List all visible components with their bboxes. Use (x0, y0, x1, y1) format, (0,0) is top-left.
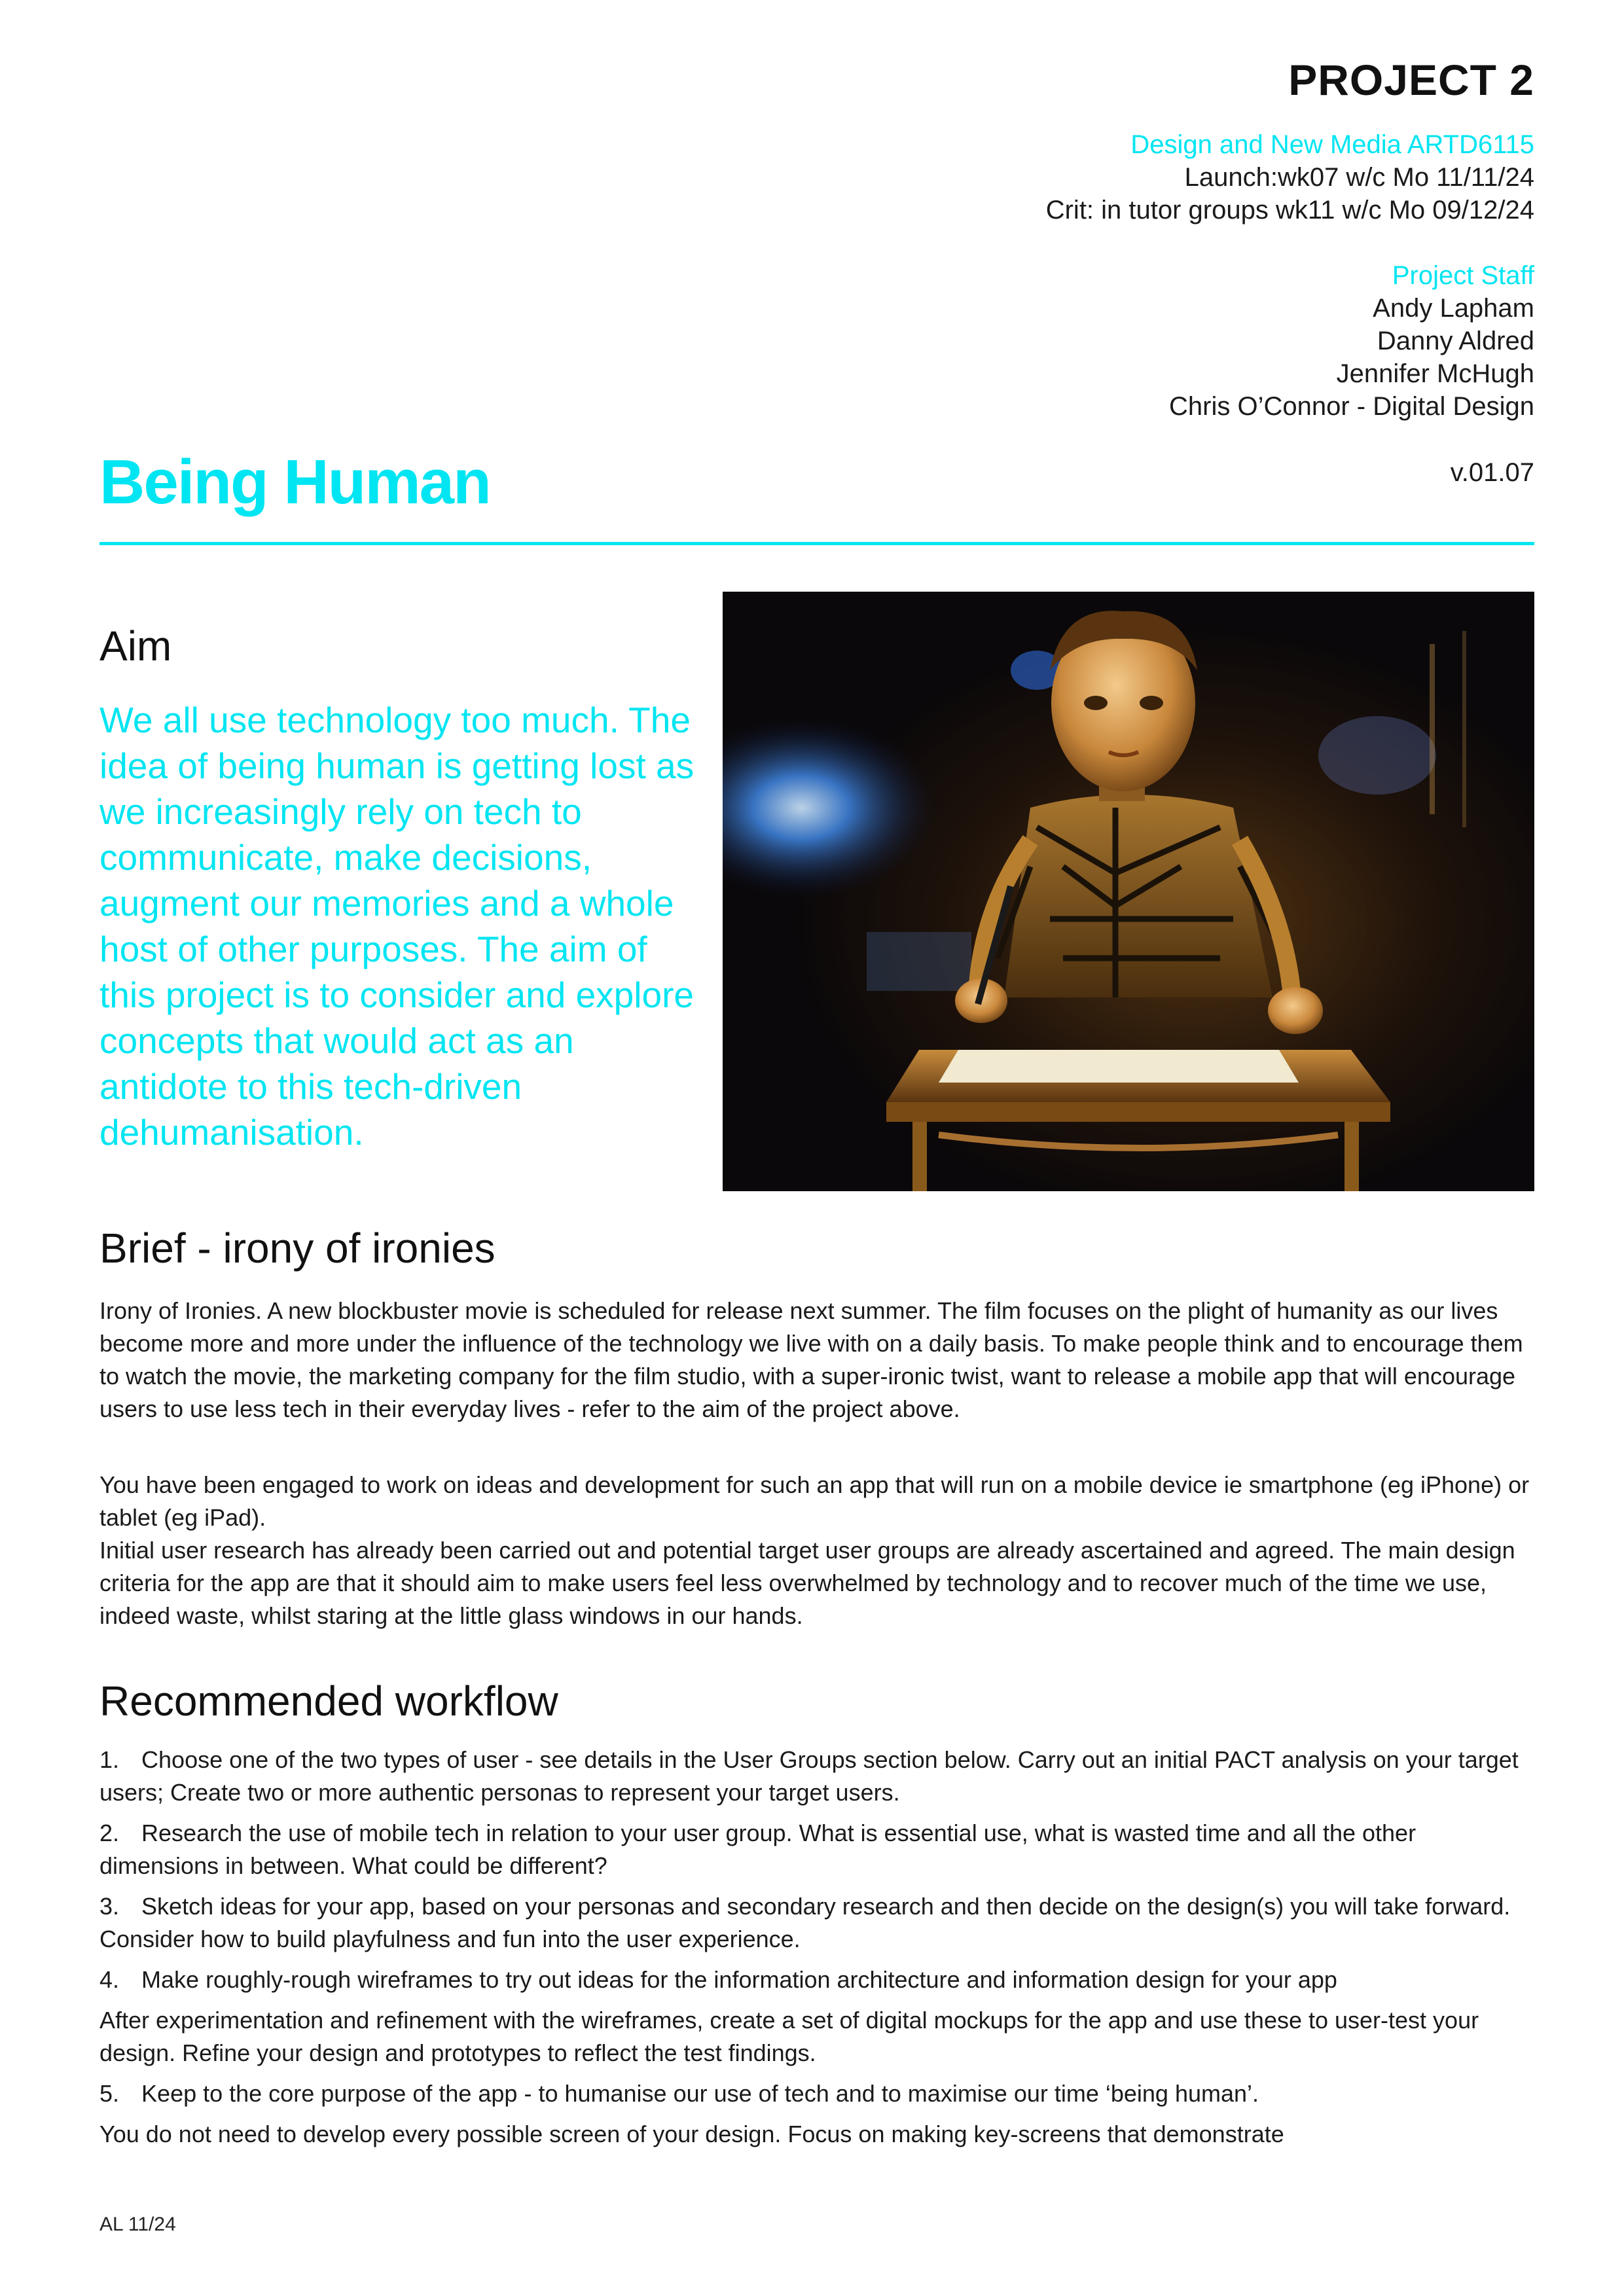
footer-code: AL 11/24 (99, 2214, 176, 2235)
workflow-step (99, 1890, 1534, 1956)
title-divider (99, 542, 1534, 545)
staff-member: Jennifer McHugh (1336, 359, 1534, 388)
step-number: 4. (99, 1966, 120, 1993)
workflow-note: After experimentation and refinement with the wireframes, create a set of digital mockups for the app and use these to user-test your design. Refine your design and prototypes to reflect the test findings. (99, 2007, 1479, 2066)
launch-date: Launch:wk07 w/c Mo 11/11/24 (1184, 163, 1534, 192)
step-number: 2. (99, 1820, 120, 1846)
brief-paragraph: Irony of Ironies. A new blockbuster movie is scheduled for release next summer. The film focuses on the plight of humanity as our lives become more and more under the influence of the technology we live with on a daily basis. To make people think and to encourage them to watch the movie, the marketing company for the film studio, with a super-ironic twist, want to release a mobile app that will encourage users to use less tech in their everyday lives - refer to the aim of the project above. (99, 1297, 1523, 1422)
brief-paragraph: Initial user research has already been carried out and potential target user groups are already ascertained and agreed. The main design criteria for the app are that it should aim to make users feel less overwhelmed by technology and to recover much of the time we use, indeed waste, whilst staring at the little glass windows in our hands. (99, 1537, 1515, 1629)
step-text: Choose one of the two types of user - see details in the User Groups section below. Carry out an initial PACT analysis on your target users; Create two or more authentic personas to represent your target users. (99, 1746, 1519, 1806)
workflow-heading: Recommended workflow (99, 1677, 558, 1725)
step-text: Sketch ideas for your app, based on your personas and secondary research and then decide on the design(s) you will take forward. Consider how to build playfulness and fun into the user experience. (99, 1893, 1511, 1952)
aim-body: We all use technology too much. The idea of being human is getting lost as we increasingly rely on tech to communicate, make decisions, augment our memories and a whole host of other purposes. The aim of this project is to consider and explore concepts that would act as an antidote to this tech-driven dehumanisation. (99, 700, 695, 1153)
workflow-closing: You do not need to develop every possible screen of your design. Focus on making key-screens that demonstrate (99, 2121, 1284, 2147)
automaton-photo (723, 592, 1534, 1191)
version-label: v.01.07 (1450, 458, 1534, 487)
brief-heading: Brief - irony of ironies (99, 1225, 496, 1272)
staff-member: Danny Aldred (1377, 327, 1534, 355)
crit-date: Crit: in tutor groups wk11 w/c Mo 09/12/24 (1045, 196, 1534, 224)
step-number: 5. (99, 2080, 120, 2107)
workflow-step (99, 1744, 1534, 1809)
workflow-step (99, 1817, 1534, 1882)
step-number: 1. (99, 1746, 120, 1773)
staff-member: Andy Lapham (1373, 294, 1534, 323)
step-text: Make roughly-rough wireframes to try out ideas for the information architecture and information design for your app (141, 1966, 1337, 1993)
step-text: Keep to the core purpose of the app - to humanise our use of tech and to maximise our time ‘being human’. (141, 2080, 1259, 2107)
workflow-step (99, 1964, 1534, 1996)
step-number: 3. (99, 1893, 120, 1920)
page-title: Being Human (99, 447, 490, 517)
aim-heading: Aim (99, 622, 172, 670)
brief-paragraph: You have been engaged to work on ideas and development for such an app that will run on a mobile device ie smartphone (eg iPhone) or tablet (eg iPad). (99, 1471, 1530, 1531)
staff-heading: Project Staff (1392, 261, 1534, 290)
project-label: PROJECT 2 (1288, 56, 1534, 104)
course-code: Design and New Media ARTD6115 (1130, 130, 1534, 159)
staff-member: Chris O’Connor - Digital Design (1169, 392, 1534, 421)
workflow-step (99, 2077, 1534, 2110)
project-meta (1046, 128, 1534, 423)
step-text: Research the use of mobile tech in relation to your user group. What is essential use, what is wasted time and all the other dimensions in between. What could be different? (99, 1820, 1416, 1879)
